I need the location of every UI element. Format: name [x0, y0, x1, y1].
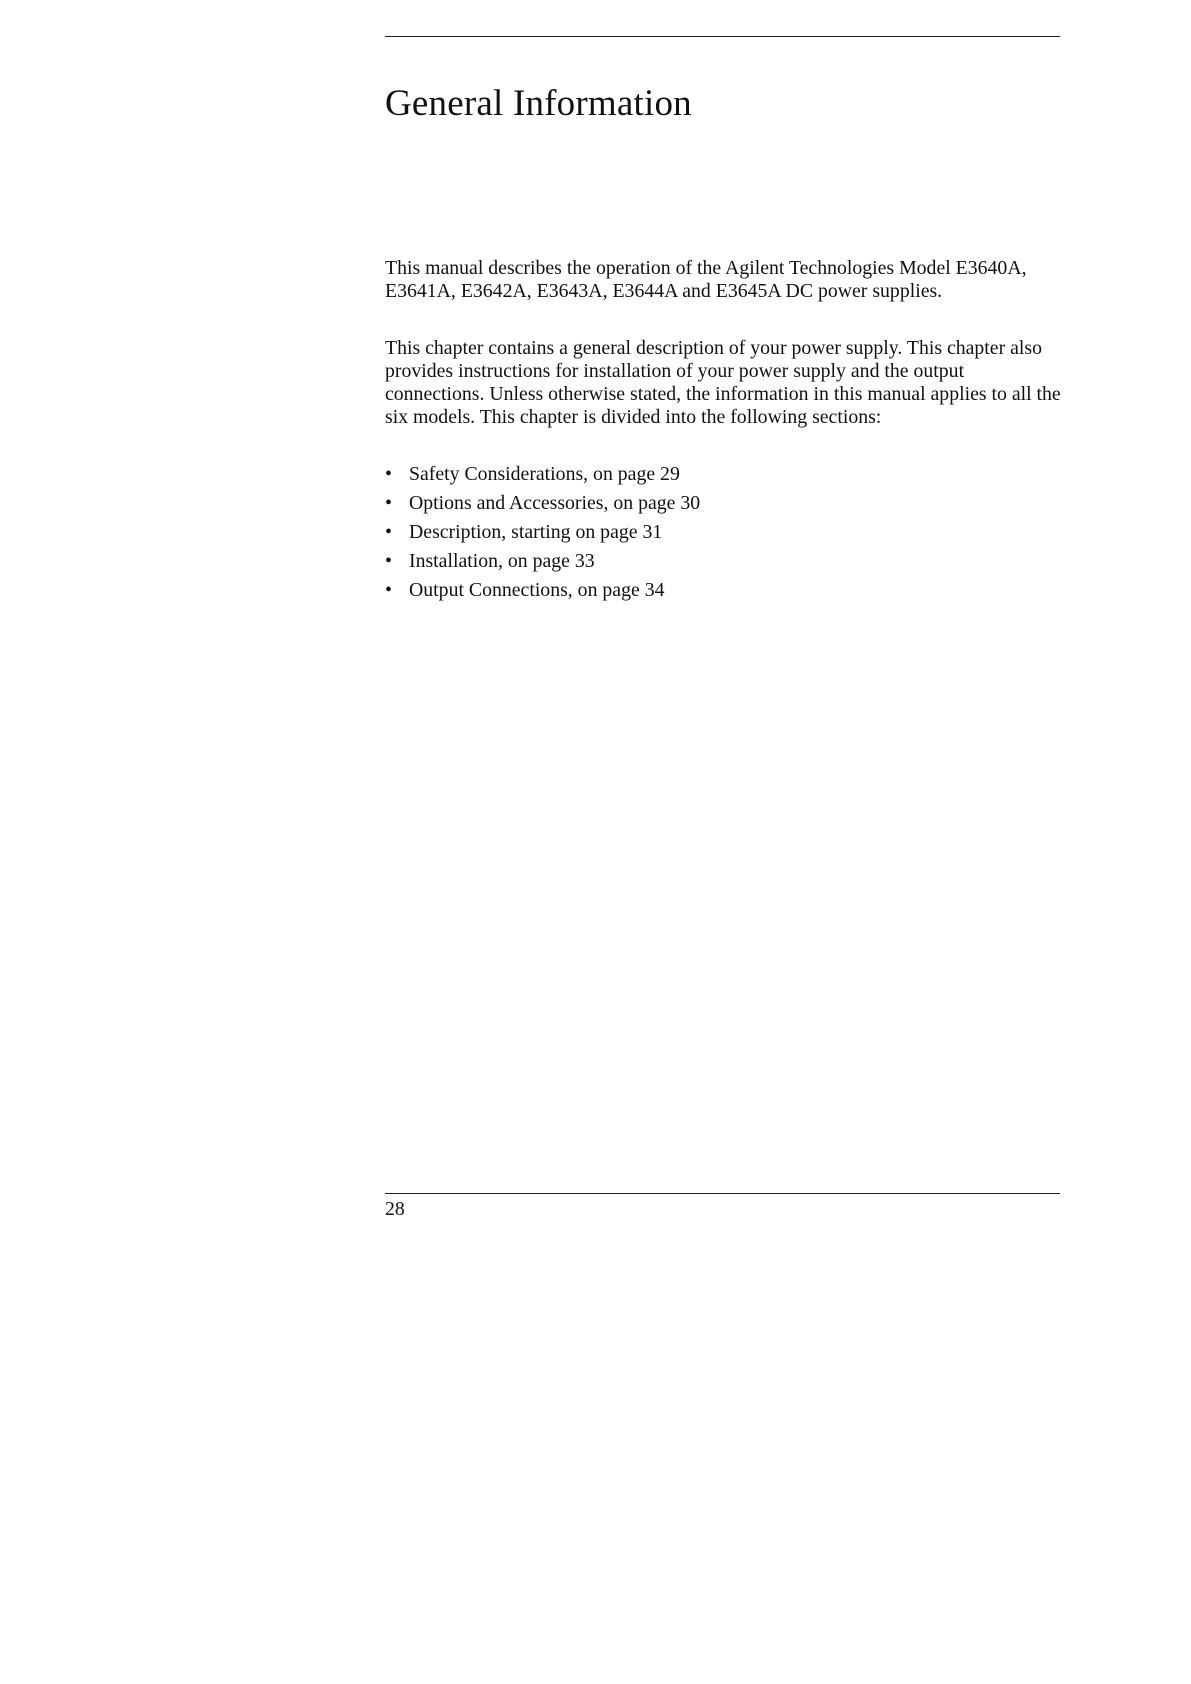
section-entry: Options and Accessories, on page 30	[409, 492, 701, 514]
section-entry: Output Connections, on page 34	[409, 579, 665, 601]
intro-paragraph: This manual describes the operation of the Agilent Technologies Model E3640A, E3641A, E3642A, E3643A, E3644A and E3645A DC power supplies.	[385, 257, 1027, 302]
list-item	[385, 463, 1065, 492]
body-content	[385, 257, 1065, 608]
bullet-icon: •	[385, 521, 392, 543]
bullet-icon: •	[385, 550, 392, 572]
section-list	[385, 463, 1065, 608]
list-item	[385, 579, 1065, 608]
section-entry: Safety Considerations, on page 29	[409, 463, 680, 485]
bullet-icon: •	[385, 492, 392, 514]
list-item	[385, 521, 1065, 550]
section-entry: Description, starting on page 31	[409, 521, 663, 543]
list-item	[385, 492, 1065, 521]
page-title: General Information	[385, 83, 692, 124]
list-item	[385, 550, 1065, 579]
footer-rule	[385, 1193, 1060, 1194]
chapter-overview-paragraph: This chapter contains a general description of your power supply. This chapter also provides instructions for installation of your power supply and the output connections. Unless otherwise stated, the information in this manual applies to all the six models. This chapter is divided into the following sections:	[385, 337, 1061, 428]
section-entry: Installation, on page 33	[409, 550, 595, 572]
bullet-icon: •	[385, 579, 392, 601]
bullet-icon: •	[385, 463, 392, 485]
header-rule	[385, 36, 1060, 37]
page-number: 28	[385, 1198, 405, 1220]
